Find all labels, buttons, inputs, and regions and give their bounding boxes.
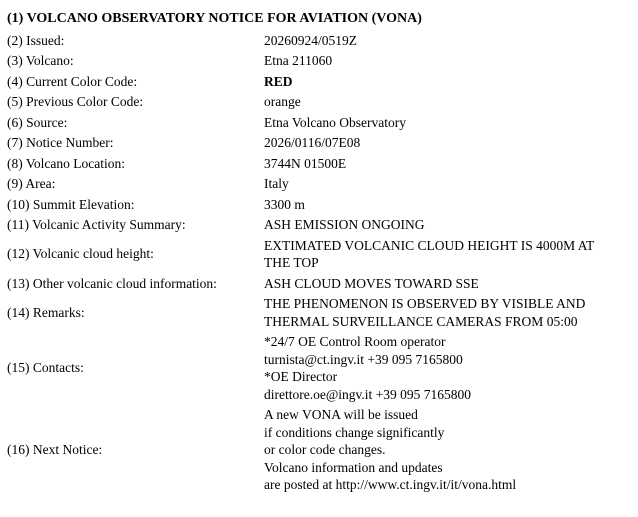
field-value (264, 71, 629, 92)
field-row (7, 294, 629, 332)
field-label: (11) Volcanic Activity Summary: (7, 217, 186, 232)
field-value (264, 273, 629, 294)
vona-fields-body (7, 30, 629, 495)
field-row (7, 174, 629, 195)
field-value-line: Etna Volcano Observatory (264, 114, 406, 130)
field-value-line: Italy (264, 176, 289, 191)
field-value (264, 92, 629, 113)
field-value (264, 112, 629, 133)
field-value (264, 294, 629, 332)
field-value (264, 405, 629, 496)
field-row (7, 332, 629, 405)
field-label: (13) Other volcanic cloud information: (7, 275, 217, 291)
field-value-line: Volcano information and updates (264, 459, 443, 475)
vona-fields-table (7, 30, 629, 495)
field-label: (15) Contacts: (7, 360, 84, 376)
field-value (264, 133, 629, 154)
field-value-line: 3744N 01500E (264, 155, 347, 171)
field-value-line: Etna 211060 (264, 53, 333, 68)
field-value-line: are posted at http://www.ct.ingv.it/it/vona.html (264, 477, 517, 492)
field-row (7, 51, 629, 72)
field-row (7, 405, 629, 496)
field-value-line: or color code changes. (264, 442, 386, 457)
field-value (264, 194, 629, 215)
field-label: (10) Summit Elevation: (7, 196, 135, 212)
field-value-line: ASH CLOUD MOVES TOWARD SSE (264, 275, 479, 291)
field-value-line: ASH EMISSION ONGOING (264, 217, 425, 232)
field-label: (14) Remarks: (7, 304, 85, 320)
field-label: (12) Volcanic cloud height: (7, 246, 154, 262)
field-value (264, 153, 629, 174)
field-value-line: A new VONA will be issued (264, 407, 418, 422)
field-value (264, 30, 629, 51)
field-label: (9) Area: (7, 176, 56, 191)
field-label: (3) Volcano: (7, 53, 74, 68)
field-label: (2) Issued: (7, 32, 65, 48)
field-row (7, 92, 629, 113)
field-row (7, 112, 629, 133)
field-value (264, 174, 629, 195)
field-value-line: if conditions change significantly (264, 424, 445, 440)
field-value-line: 2026/0116/07E08 (264, 135, 361, 150)
field-value-line: EXTIMATED VOLCANIC CLOUD HEIGHT IS 4000M AT (264, 237, 595, 253)
field-label: (7) Notice Number: (7, 135, 114, 150)
field-value (264, 235, 629, 273)
field-label: (16) Next Notice: (7, 442, 103, 457)
field-value-line: turnista@ct.ingv.it +39 095 7165800 (264, 351, 463, 367)
field-row (7, 194, 629, 215)
field-label: (6) Source: (7, 114, 68, 130)
field-value (264, 215, 629, 236)
field-value-line: 3300 m (264, 196, 305, 212)
field-value-line: orange (264, 94, 301, 109)
document-title: (1) VOLCANO OBSERVATORY NOTICE FOR AVIATION (VONA) (7, 11, 422, 26)
field-row (7, 235, 629, 273)
field-value (264, 51, 629, 72)
field-row (7, 71, 629, 92)
field-row (7, 30, 629, 51)
field-label: (5) Previous Color Code: (7, 94, 144, 109)
field-row (7, 215, 629, 236)
field-value (264, 332, 629, 405)
field-row (7, 273, 629, 294)
field-row (7, 133, 629, 154)
field-value-line: direttore.oe@ingv.it +39 095 7165800 (264, 386, 472, 402)
field-value-line: THERMAL SURVEILLANCE CAMERAS FROM 05:00 (264, 313, 578, 329)
field-value-line: THE PHENOMENON IS OBSERVED BY VISIBLE AND (264, 296, 586, 311)
field-label: (4) Current Color Code: (7, 73, 138, 89)
field-value-line: *OE Director (264, 369, 338, 384)
field-value-line: 20260924/0519Z (264, 32, 357, 48)
field-value-line: *24/7 OE Control Room operator (264, 334, 446, 349)
field-value-line: THE TOP (264, 255, 319, 270)
field-label: (8) Volcano Location: (7, 155, 125, 171)
field-row (7, 153, 629, 174)
field-value-line: RED (264, 73, 293, 89)
